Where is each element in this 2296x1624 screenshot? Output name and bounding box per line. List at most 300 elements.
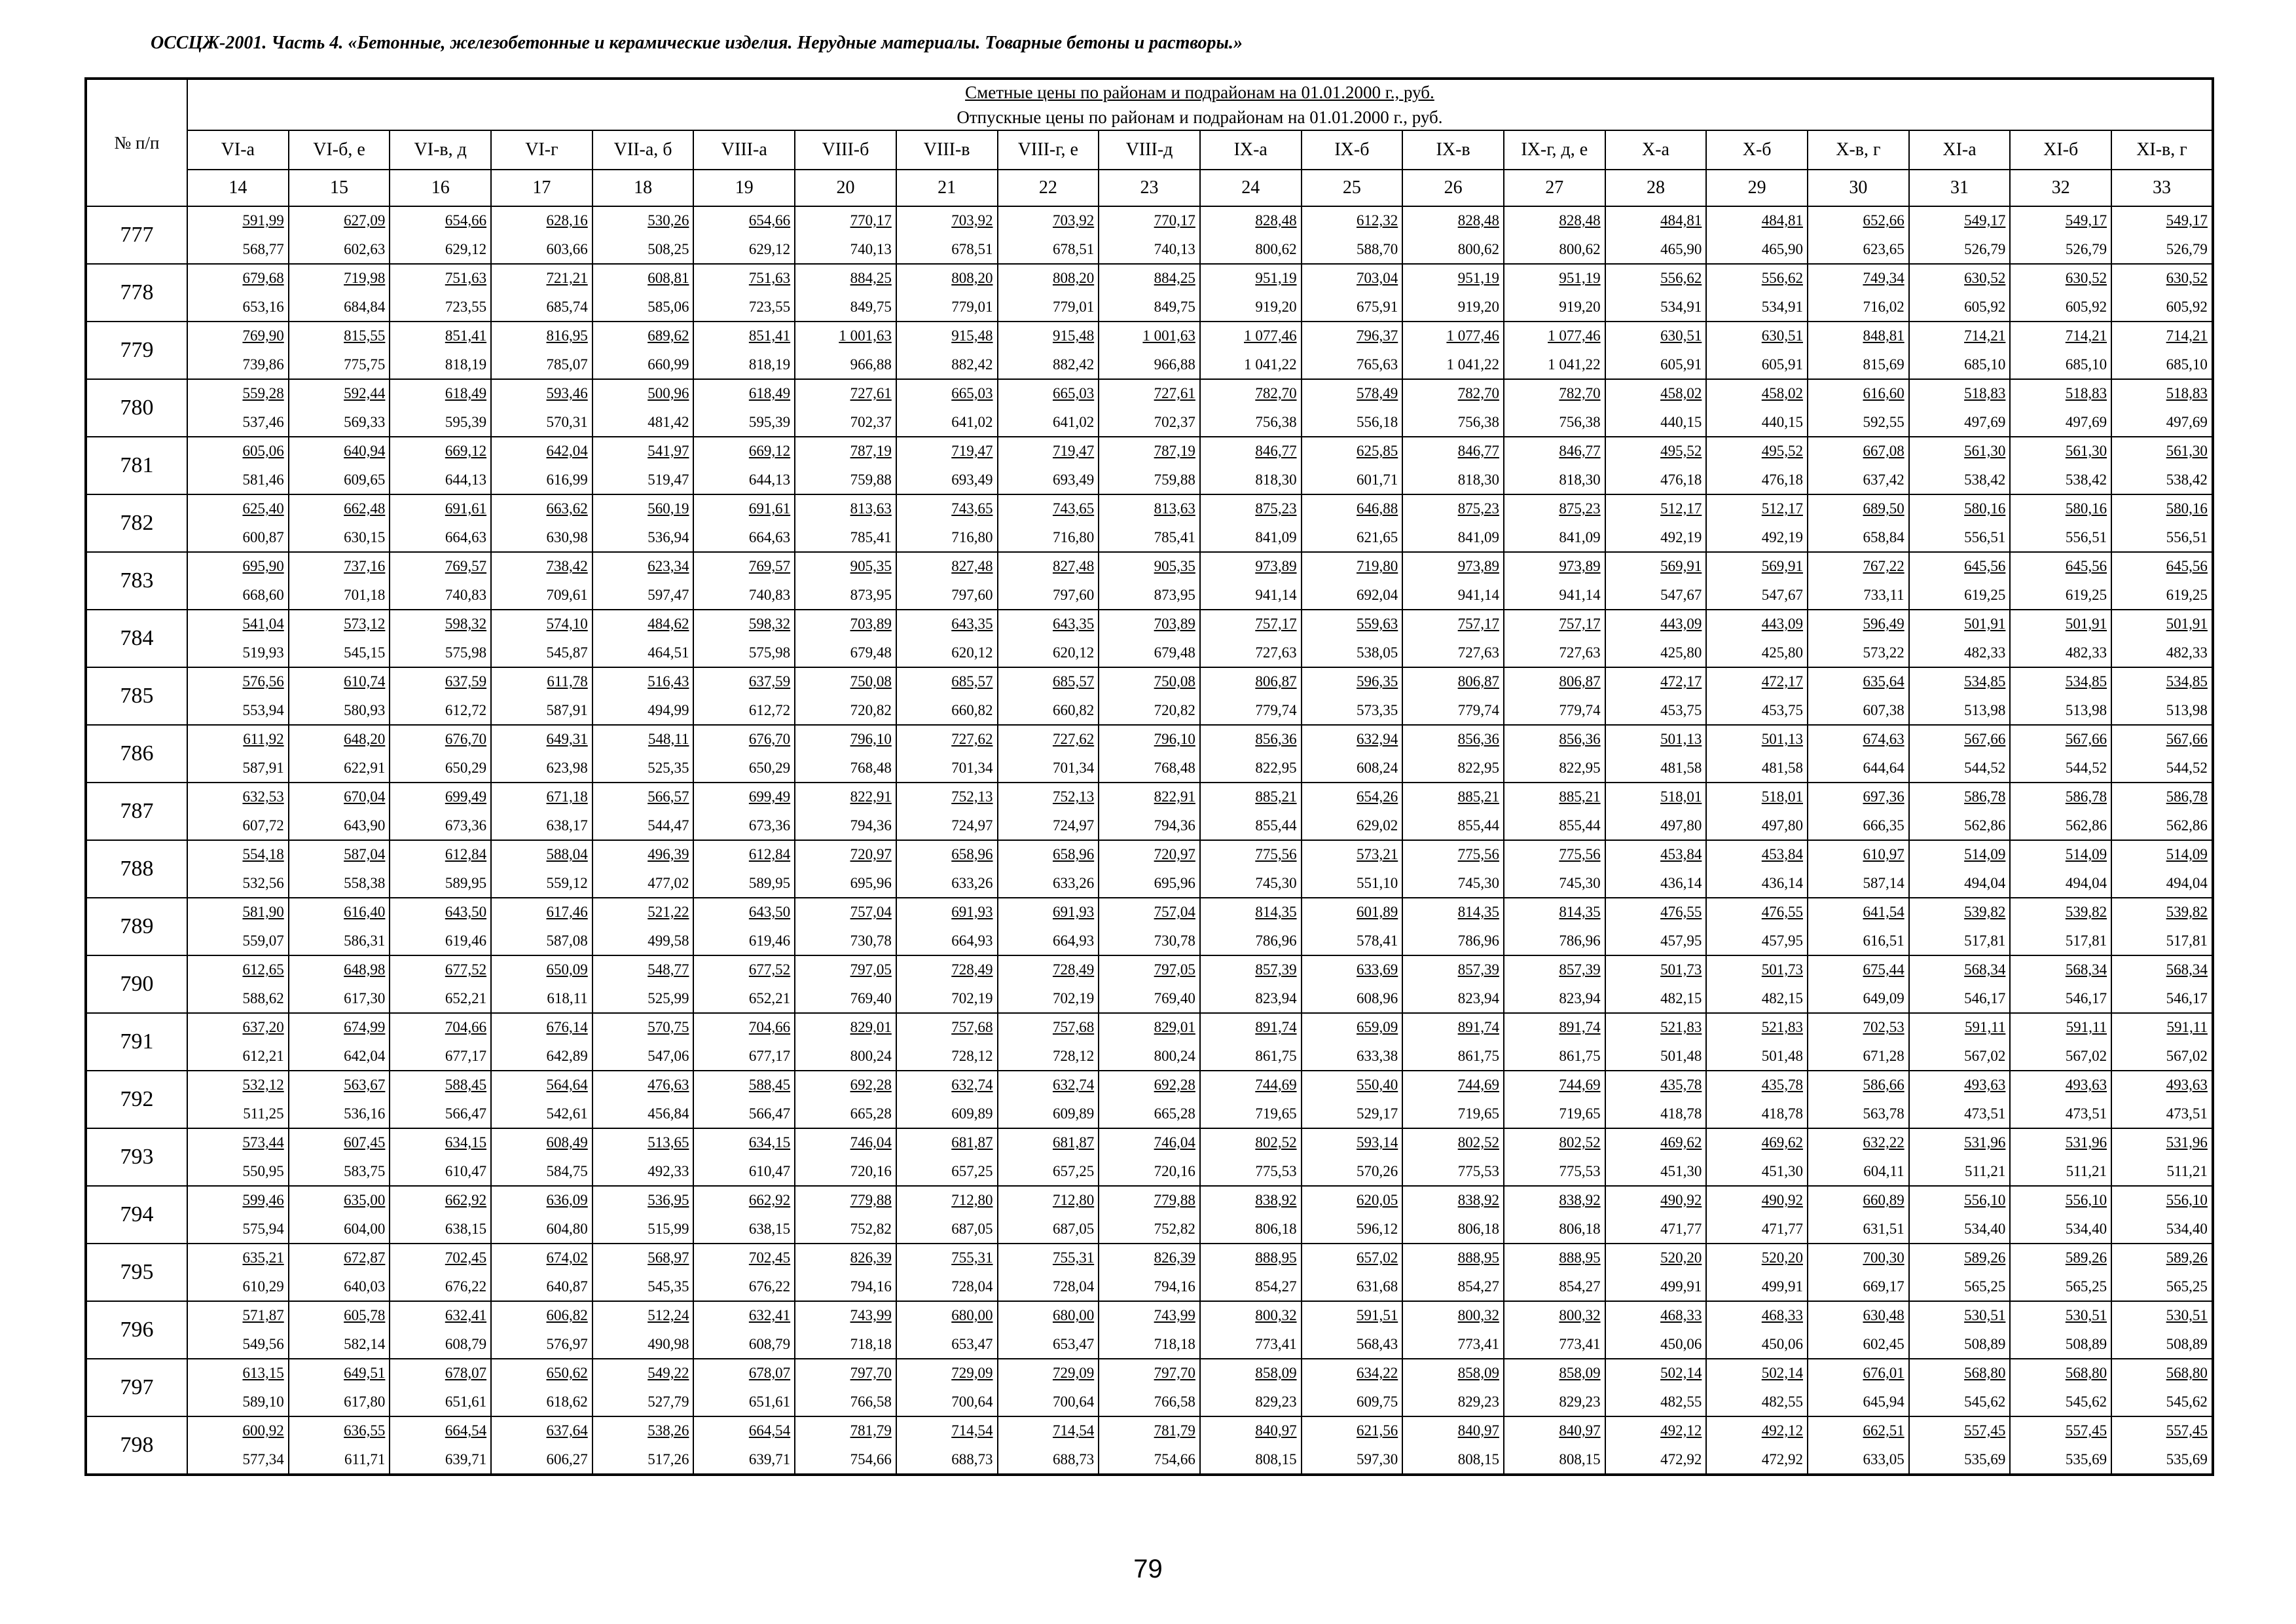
price-cell <box>592 1416 694 1475</box>
estimated-price: 580,16 <box>2065 500 2107 517</box>
wholesale-price: 537,46 <box>242 414 284 430</box>
wholesale-price: 526,79 <box>2065 241 2107 257</box>
estimated-price: 1 001,63 <box>1142 327 1195 344</box>
price-cell <box>1402 206 1504 264</box>
estimated-price: 814,35 <box>1457 904 1499 920</box>
column-header: VI-а <box>187 130 289 170</box>
price-cell <box>1706 1416 1808 1475</box>
column-number: 17 <box>491 170 592 206</box>
wholesale-price: 546,17 <box>2065 990 2107 1006</box>
price-cell <box>1706 840 1808 898</box>
estimated-price: 677,52 <box>748 961 791 978</box>
estimated-price: 518,01 <box>1761 788 1803 805</box>
wholesale-price: 759,88 <box>1154 471 1195 488</box>
wholesale-price: 740,13 <box>1154 241 1195 257</box>
wholesale-price: 645,94 <box>1863 1393 1904 1410</box>
wholesale-price: 559,12 <box>546 875 588 891</box>
wholesale-price: 573,35 <box>1357 702 1398 718</box>
price-cell <box>1200 1301 1302 1359</box>
wholesale-price: 570,26 <box>1357 1163 1398 1179</box>
estimated-price: 797,70 <box>1154 1365 1195 1381</box>
wholesale-price: 618,11 <box>547 990 588 1006</box>
price-cell <box>1302 1244 1403 1301</box>
price-cell <box>491 610 592 667</box>
column-number: 23 <box>1099 170 1200 206</box>
wholesale-price: 542,61 <box>546 1105 588 1122</box>
price-cell <box>592 437 694 494</box>
wholesale-price: 586,31 <box>344 932 386 949</box>
price-table <box>84 77 2214 1476</box>
estimated-price: 676,70 <box>748 731 791 747</box>
price-cell <box>693 610 795 667</box>
price-cell <box>390 494 491 552</box>
wholesale-price: 527,79 <box>647 1393 689 1410</box>
estimated-price: 838,92 <box>1457 1192 1499 1208</box>
estimated-price: 802,52 <box>1255 1134 1297 1151</box>
column-header: VIII-б <box>795 130 896 170</box>
column-header: VI-б, е <box>289 130 390 170</box>
estimated-price: 608,81 <box>647 270 689 286</box>
price-cell <box>795 1071 896 1128</box>
price-cell <box>2010 1128 2111 1186</box>
estimated-price: 851,41 <box>445 327 487 344</box>
wholesale-price: 535,69 <box>1964 1451 2006 1467</box>
wholesale-price: 665,28 <box>1154 1105 1195 1122</box>
estimated-price: 691,93 <box>1052 904 1095 920</box>
wholesale-price: 544,52 <box>2065 760 2107 776</box>
wholesale-price: 622,91 <box>344 760 386 776</box>
wholesale-price: 465,90 <box>1761 241 1803 257</box>
estimated-price: 796,10 <box>850 731 892 747</box>
price-cell <box>187 264 289 322</box>
price-cell <box>1909 610 2011 667</box>
wholesale-price: 619,25 <box>2065 587 2107 603</box>
estimated-price: 857,39 <box>1255 961 1297 978</box>
estimated-price: 727,62 <box>951 731 993 747</box>
wholesale-price: 740,83 <box>445 587 487 603</box>
wholesale-price: 481,42 <box>647 414 689 430</box>
price-cell <box>998 1013 1099 1071</box>
price-cell <box>1200 783 1302 840</box>
price-cell <box>1909 1128 2011 1186</box>
price-cell <box>1099 494 1200 552</box>
wholesale-price: 716,02 <box>1863 299 1904 315</box>
price-cell <box>1504 322 1605 379</box>
estimated-price: 492,12 <box>1660 1422 1702 1439</box>
price-cell <box>187 1128 289 1186</box>
price-cell <box>1909 552 2011 610</box>
wholesale-price: 436,14 <box>1660 875 1702 891</box>
wholesale-price: 529,17 <box>1357 1105 1398 1122</box>
estimated-price: 556,62 <box>1761 270 1803 286</box>
price-cell <box>795 494 896 552</box>
price-cell <box>2111 379 2213 437</box>
wholesale-price: 794,16 <box>1154 1278 1195 1295</box>
price-cell <box>1099 1071 1200 1128</box>
estimated-price: 755,31 <box>1052 1249 1095 1266</box>
wholesale-price: 702,37 <box>1154 414 1195 430</box>
wholesale-price: 739,86 <box>242 356 284 373</box>
wholesale-price: 685,10 <box>1964 356 2006 373</box>
row-number: 795 <box>86 1244 187 1301</box>
estimated-price: 625,40 <box>242 500 284 517</box>
wholesale-price: 637,42 <box>1863 471 1904 488</box>
price-cell <box>1706 667 1808 725</box>
estimated-price: 752,13 <box>1052 788 1095 805</box>
price-cell <box>1302 667 1403 725</box>
estimated-price: 435,78 <box>1761 1077 1803 1093</box>
price-cell <box>998 437 1099 494</box>
price-cell <box>693 1301 795 1359</box>
price-cell <box>2111 783 2213 840</box>
wholesale-price: 589,95 <box>748 875 791 891</box>
estimated-price: 556,10 <box>2166 1192 2208 1208</box>
wholesale-price: 511,21 <box>1964 1163 2006 1179</box>
estimated-price: 625,85 <box>1357 443 1398 459</box>
price-cell <box>693 1416 795 1475</box>
wholesale-price: 565,25 <box>2166 1278 2208 1295</box>
estimated-price: 757,04 <box>1154 904 1195 920</box>
price-cell <box>2010 379 2111 437</box>
price-cell <box>1706 494 1808 552</box>
column-header: XI-а <box>1909 130 2011 170</box>
wholesale-price: 513,98 <box>2065 702 2107 718</box>
estimated-price: 520,20 <box>1660 1249 1702 1266</box>
price-cell <box>1808 1071 1909 1128</box>
price-cell <box>693 725 795 783</box>
estimated-price: 757,04 <box>850 904 892 920</box>
estimated-price: 576,56 <box>242 673 284 690</box>
price-cell <box>998 667 1099 725</box>
wholesale-price: 616,99 <box>546 471 588 488</box>
estimated-price: 662,92 <box>445 1192 487 1208</box>
wholesale-price: 719,65 <box>1559 1105 1601 1122</box>
price-cell <box>289 206 390 264</box>
estimated-price: 800,32 <box>1255 1307 1297 1323</box>
price-cell <box>2111 610 2213 667</box>
table-row <box>86 437 2213 494</box>
table-title <box>187 79 2213 130</box>
wholesale-price: 779,74 <box>1457 702 1499 718</box>
wholesale-price: 623,98 <box>546 760 588 776</box>
estimated-price: 493,63 <box>2065 1077 2107 1093</box>
estimated-price: 514,09 <box>1964 846 2006 862</box>
wholesale-price: 575,98 <box>445 644 487 661</box>
estimated-price: 857,39 <box>1457 961 1499 978</box>
price-cell <box>187 1013 289 1071</box>
price-cell <box>491 898 592 955</box>
wholesale-price: 610,29 <box>242 1278 284 1295</box>
price-cell <box>289 552 390 610</box>
wholesale-price: 569,33 <box>344 414 386 430</box>
price-cell <box>998 1071 1099 1128</box>
wholesale-price: 642,04 <box>344 1048 386 1064</box>
estimated-price: 757,68 <box>951 1019 993 1035</box>
wholesale-price: 641,02 <box>1052 414 1095 430</box>
wholesale-price: 494,04 <box>2166 875 2208 891</box>
estimated-price: 605,78 <box>344 1307 386 1323</box>
price-cell <box>998 494 1099 552</box>
price-cell <box>2010 322 2111 379</box>
estimated-price: 797,05 <box>850 961 892 978</box>
estimated-price: 539,82 <box>2166 904 2208 920</box>
price-cell <box>1099 322 1200 379</box>
price-cell <box>998 783 1099 840</box>
price-cell <box>390 1359 491 1416</box>
wholesale-price: 567,02 <box>2065 1048 2107 1064</box>
price-cell <box>592 1359 694 1416</box>
wholesale-price: 664,93 <box>951 932 993 949</box>
estimated-price: 632,41 <box>445 1307 487 1323</box>
price-cell <box>289 898 390 955</box>
price-cell <box>1200 1244 1302 1301</box>
price-cell <box>1099 264 1200 322</box>
column-header: X-б <box>1706 130 1808 170</box>
price-cell <box>1504 1071 1605 1128</box>
estimated-price: 518,83 <box>2166 385 2208 401</box>
wholesale-price: 723,55 <box>748 299 791 315</box>
wholesale-price: 588,62 <box>242 990 284 1006</box>
estimated-price: 598,32 <box>445 616 487 632</box>
estimated-price: 514,09 <box>2166 846 2208 862</box>
price-cell <box>1706 1071 1808 1128</box>
price-cell <box>896 322 998 379</box>
price-cell <box>1706 437 1808 494</box>
price-cell <box>1302 437 1403 494</box>
estimated-price: 512,24 <box>647 1307 689 1323</box>
price-cell <box>1200 552 1302 610</box>
price-cell <box>2010 206 2111 264</box>
table-row <box>86 322 2213 379</box>
price-cell <box>1808 610 1909 667</box>
price-cell <box>390 610 491 667</box>
estimated-price: 501,13 <box>1660 731 1702 747</box>
price-cell <box>1605 610 1707 667</box>
estimated-price: 714,54 <box>951 1422 993 1439</box>
estimated-price: 563,67 <box>344 1077 386 1093</box>
wholesale-price: 649,09 <box>1863 990 1904 1006</box>
table-row <box>86 840 2213 898</box>
price-cell <box>1504 206 1605 264</box>
estimated-price: 493,63 <box>2166 1077 2208 1093</box>
price-cell <box>1302 1013 1403 1071</box>
estimated-price: 670,04 <box>344 788 386 805</box>
estimated-price: 703,89 <box>850 616 892 632</box>
wholesale-price: 499,91 <box>1761 1278 1803 1295</box>
wholesale-price: 773,41 <box>1457 1336 1499 1352</box>
price-cell <box>795 667 896 725</box>
wholesale-price: 752,82 <box>1154 1221 1195 1237</box>
wholesale-price: 549,56 <box>242 1336 284 1352</box>
wholesale-price: 567,02 <box>2166 1048 2208 1064</box>
row-number: 786 <box>86 725 187 783</box>
price-cell <box>1808 783 1909 840</box>
price-cell <box>1402 667 1504 725</box>
estimated-price: 814,35 <box>1559 904 1601 920</box>
wholesale-price: 587,14 <box>1863 875 1904 891</box>
price-cell <box>1099 1301 1200 1359</box>
price-cell <box>1099 379 1200 437</box>
price-cell <box>592 955 694 1013</box>
price-cell <box>1302 1128 1403 1186</box>
estimated-price: 680,00 <box>951 1307 993 1323</box>
price-cell <box>1302 1416 1403 1475</box>
wholesale-price: 685,10 <box>2065 356 2107 373</box>
estimated-price: 775,56 <box>1255 846 1297 862</box>
price-cell <box>998 322 1099 379</box>
wholesale-price: 425,80 <box>1761 644 1803 661</box>
wholesale-price: 581,46 <box>242 471 284 488</box>
price-cell <box>1099 898 1200 955</box>
price-cell <box>1909 1301 2011 1359</box>
estimated-price: 630,52 <box>1964 270 2006 286</box>
price-cell <box>693 494 795 552</box>
price-cell <box>1909 1186 2011 1244</box>
price-cell <box>1402 322 1504 379</box>
wholesale-price: 534,91 <box>1761 299 1803 315</box>
wholesale-price: 1 041,22 <box>1446 356 1499 373</box>
wholesale-price: 639,71 <box>748 1451 791 1467</box>
estimated-price: 659,09 <box>1357 1019 1398 1035</box>
estimated-price: 501,73 <box>1660 961 1702 978</box>
wholesale-price: 544,52 <box>2166 760 2208 776</box>
estimated-price: 719,47 <box>1052 443 1095 459</box>
wholesale-price: 562,86 <box>2166 817 2208 834</box>
price-cell <box>592 783 694 840</box>
wholesale-price: 794,36 <box>1154 817 1195 834</box>
wholesale-price: 513,98 <box>1964 702 2006 718</box>
price-cell <box>1099 1128 1200 1186</box>
column-header: VIII-г, е <box>998 130 1099 170</box>
price-cell <box>289 725 390 783</box>
wholesale-price: 619,46 <box>748 932 791 949</box>
price-cell <box>1402 1301 1504 1359</box>
price-cell <box>1909 840 2011 898</box>
wholesale-price: 745,30 <box>1559 875 1601 891</box>
wholesale-price: 575,98 <box>748 644 791 661</box>
wholesale-price: 688,73 <box>951 1451 993 1467</box>
wholesale-price: 630,15 <box>344 529 386 545</box>
estimated-price: 857,39 <box>1559 961 1601 978</box>
estimated-price: 915,48 <box>951 327 993 344</box>
estimated-price: 744,69 <box>1457 1077 1499 1093</box>
wholesale-price: 511,21 <box>2066 1163 2107 1179</box>
wholesale-price: 818,30 <box>1559 471 1601 488</box>
price-cell <box>1099 840 1200 898</box>
estimated-price: 815,55 <box>344 327 386 344</box>
estimated-price: 593,46 <box>546 385 588 401</box>
wholesale-price: 526,79 <box>2166 241 2208 257</box>
estimated-price: 650,09 <box>546 961 588 978</box>
wholesale-price: 546,17 <box>1964 990 2006 1006</box>
estimated-price: 822,91 <box>1154 788 1195 805</box>
wholesale-price: 652,21 <box>748 990 791 1006</box>
column-header: VIII-д <box>1099 130 1200 170</box>
estimated-price: 752,13 <box>951 788 993 805</box>
price-cell <box>2111 667 2213 725</box>
estimated-price: 822,91 <box>850 788 892 805</box>
estimated-price: 667,08 <box>1863 443 1904 459</box>
estimated-price: 714,21 <box>2065 327 2107 344</box>
price-cell <box>1504 898 1605 955</box>
estimated-price: 613,15 <box>242 1365 284 1381</box>
wholesale-price: 604,11 <box>1863 1163 1904 1179</box>
estimated-price: 568,34 <box>2166 961 2208 978</box>
price-cell <box>1402 264 1504 322</box>
column-header: VIII-в <box>896 130 998 170</box>
estimated-price: 681,87 <box>951 1134 993 1151</box>
price-cell <box>592 1244 694 1301</box>
wholesale-price: 756,38 <box>1457 414 1499 430</box>
estimated-price: 678,07 <box>748 1365 791 1381</box>
price-cell <box>1402 898 1504 955</box>
estimated-price: 516,43 <box>647 673 689 690</box>
estimated-price: 578,49 <box>1357 385 1398 401</box>
estimated-price: 674,63 <box>1863 731 1904 747</box>
estimated-price: 676,70 <box>445 731 487 747</box>
price-cell <box>693 1186 795 1244</box>
price-cell <box>693 322 795 379</box>
estimated-price: 888,95 <box>1559 1249 1601 1266</box>
wholesale-price: 471,77 <box>1660 1221 1702 1237</box>
price-cell <box>693 379 795 437</box>
wholesale-price: 678,51 <box>1052 241 1095 257</box>
estimated-price: 744,69 <box>1559 1077 1601 1093</box>
price-cell <box>896 552 998 610</box>
price-cell <box>1909 494 2011 552</box>
wholesale-price: 841,09 <box>1255 529 1297 545</box>
wholesale-price: 550,95 <box>242 1163 284 1179</box>
price-cell <box>592 1071 694 1128</box>
price-cell <box>1808 379 1909 437</box>
wholesale-price: 609,89 <box>951 1105 993 1122</box>
wholesale-price: 643,90 <box>344 817 386 834</box>
price-cell <box>2111 725 2213 783</box>
wholesale-price: 558,38 <box>344 875 386 891</box>
wholesale-price: 709,61 <box>546 587 588 603</box>
estimated-price: 737,16 <box>344 558 386 574</box>
wholesale-price: 607,72 <box>242 817 284 834</box>
price-cell <box>1402 1186 1504 1244</box>
price-cell <box>2111 898 2213 955</box>
price-cell <box>1706 1301 1808 1359</box>
estimated-price: 591,11 <box>2066 1019 2107 1035</box>
wholesale-price: 854,27 <box>1255 1278 1297 1295</box>
estimated-price: 663,62 <box>546 500 588 517</box>
wholesale-price: 769,40 <box>850 990 892 1006</box>
wholesale-price: 660,82 <box>1052 702 1095 718</box>
estimated-price: 630,51 <box>1761 327 1803 344</box>
price-cell <box>998 264 1099 322</box>
price-cell <box>896 1186 998 1244</box>
estimated-price: 539,82 <box>2065 904 2107 920</box>
wholesale-price: 693,49 <box>1052 471 1095 488</box>
table-row <box>86 1013 2213 1071</box>
price-cell <box>896 610 998 667</box>
wholesale-price: 666,35 <box>1863 817 1904 834</box>
estimated-price: 645,56 <box>2065 558 2107 574</box>
wholesale-price: 603,66 <box>546 241 588 257</box>
estimated-price: 840,97 <box>1255 1422 1297 1439</box>
wholesale-price: 720,16 <box>1154 1163 1195 1179</box>
estimated-price: 808,20 <box>1052 270 1095 286</box>
wholesale-price: 499,91 <box>1660 1278 1702 1295</box>
column-number: 16 <box>390 170 491 206</box>
price-cell <box>795 379 896 437</box>
wholesale-price: 573,22 <box>1863 644 1904 661</box>
price-cell <box>2111 955 2213 1013</box>
estimated-price: 677,52 <box>445 961 487 978</box>
